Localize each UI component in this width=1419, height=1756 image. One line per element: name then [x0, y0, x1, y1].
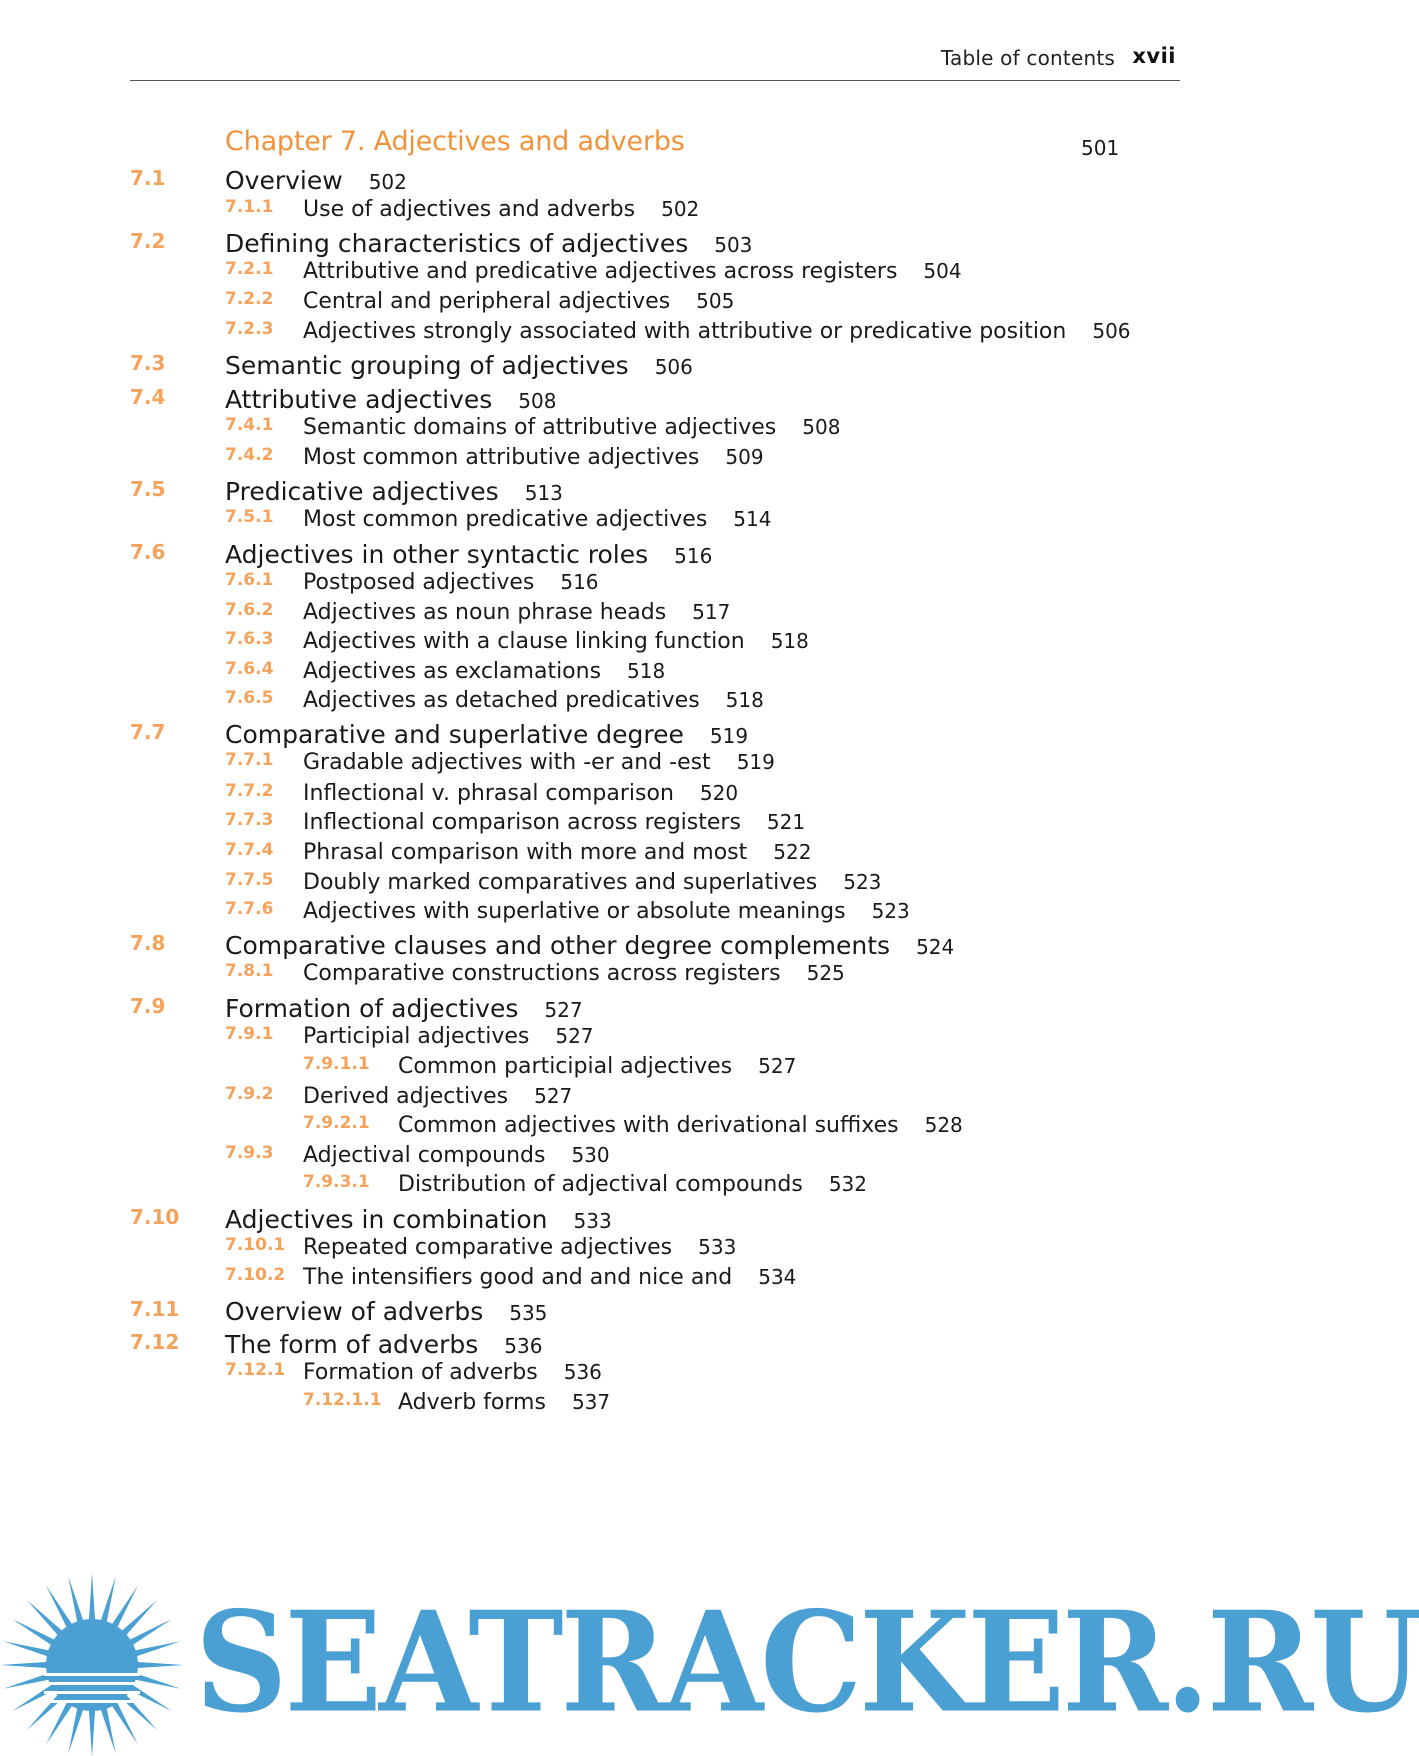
toc-entry-title: Most common attributive adjectives	[303, 445, 700, 470]
toc-entry-title-group	[303, 319, 1131, 344]
toc-entry-title-group	[225, 166, 407, 195]
toc-entry-number: 7.10.2	[225, 1265, 286, 1285]
toc-entry-title-group	[303, 870, 881, 895]
toc-entry-title-group	[225, 994, 583, 1023]
toc-entry-title: Adjectives as noun phrase heads	[303, 600, 667, 625]
sun-ray	[0, 1662, 48, 1668]
toc-entry-title: Doubly marked comparatives and superlatives	[303, 870, 818, 895]
watermark-text: SEATRACKER.RU	[195, 1582, 1419, 1744]
page-header	[130, 40, 1180, 81]
toc-entry-title: Adjectives in other syntactic roles	[225, 540, 649, 569]
toc-entry-number: 7.7.1	[225, 750, 274, 770]
toc-entry-number: 7.1.1	[225, 197, 274, 217]
toc-entry-title: Postposed adjectives	[303, 570, 535, 595]
toc-entry-title-group	[398, 1390, 610, 1415]
toc-entry-title: Adjectives in combination	[225, 1205, 548, 1234]
sun-disc	[46, 1619, 138, 1711]
toc-entry-title: Gradable adjectives with -er and -est	[303, 750, 711, 775]
sun-stripe	[44, 1682, 140, 1685]
toc-entry-title: Derived adjectives	[303, 1084, 509, 1109]
toc-entry-number: 7.12	[130, 1330, 180, 1354]
toc-entry-page: 534	[758, 1265, 797, 1289]
toc-entry-title: Common adjectives with derivational suffixes	[398, 1113, 899, 1138]
toc-entry-title-group	[303, 688, 764, 713]
toc-entry-page: 527	[544, 998, 583, 1022]
toc-entry-title-group	[398, 1054, 796, 1079]
toc-entry-title-group	[303, 600, 730, 625]
toc-entry-page: 502	[661, 197, 700, 221]
toc-entry-page: 502	[368, 170, 407, 194]
toc-entry-title-group	[303, 840, 811, 865]
toc-entry-title-group	[225, 477, 563, 506]
toc-entry-page: 508	[518, 389, 557, 413]
chapter-title: Chapter 7. Adjectives and adverbs	[225, 126, 685, 157]
toc-entry-number: 7.10.1	[225, 1235, 286, 1255]
toc-entry-page: 517	[692, 600, 731, 624]
toc-entry-number: 7.7	[130, 720, 166, 744]
chapter-page-number: 501	[1081, 136, 1120, 160]
toc-entry-title-group	[303, 507, 771, 532]
toc-entry-page: 514	[733, 507, 772, 531]
toc-entry-title-group	[303, 1360, 602, 1385]
toc-entry-page: 533	[698, 1235, 737, 1259]
toc-entry-number: 7.7.2	[225, 781, 274, 801]
toc-entry-title: Adjectives as exclamations	[303, 659, 602, 684]
toc-entry-title-group	[303, 899, 910, 924]
sun-burst-icon	[0, 1570, 195, 1756]
toc-entry-title-group	[303, 259, 962, 284]
toc-entry-number: 7.9.2	[225, 1084, 274, 1104]
toc-entry-title-group	[303, 659, 665, 684]
sun-ray	[68, 1576, 84, 1623]
toc-entry-number: 7.12.1	[225, 1360, 286, 1380]
toc-entry-number: 7.3	[130, 351, 166, 375]
toc-entry-page: 533	[573, 1209, 612, 1233]
toc-entry-title: Attributive adjectives	[225, 385, 493, 414]
toc-entry-number: 7.6.1	[225, 570, 274, 590]
sun-ray	[134, 1673, 181, 1689]
toc-entry-page: 513	[524, 481, 563, 505]
sun-ray	[136, 1662, 184, 1668]
sun-ray	[89, 1573, 95, 1621]
toc-entry-title: Common participial adjectives	[398, 1054, 733, 1079]
toc-entry-number: 7.12.1.1	[303, 1390, 382, 1410]
toc-entry-title: Comparative constructions across registers	[303, 961, 781, 986]
toc-entry-title: Adjectival compounds	[303, 1143, 546, 1168]
toc-entry-page: 518	[725, 688, 764, 712]
toc-entry-title: Defining characteristics of adjectives	[225, 229, 689, 258]
toc-entry-title-group	[303, 197, 699, 222]
toc-entry-number: 7.8	[130, 931, 166, 955]
toc-entry-number: 7.6.4	[225, 659, 274, 679]
toc-entry-title-group	[225, 720, 748, 749]
toc-entry-title-group	[303, 415, 840, 440]
toc-entry-title: Formation of adverbs	[303, 1360, 538, 1385]
toc-entry-title-group	[225, 1297, 547, 1326]
toc-entry-number: 7.9.1	[225, 1024, 274, 1044]
toc-entry-page: 506	[1092, 319, 1131, 343]
toc-entry-title-group	[303, 1265, 796, 1290]
toc-entry-title: Central and peripheral adjectives	[303, 289, 671, 314]
toc-entry-title: Inflectional comparison across registers	[303, 810, 741, 835]
toc-entry-title-group	[303, 445, 764, 470]
toc-entry-number: 7.7.3	[225, 810, 274, 830]
toc-entry-number: 7.9.3	[225, 1143, 274, 1163]
toc-entry-number: 7.10	[130, 1205, 180, 1229]
toc-entry-title: Distribution of adjectival compounds	[398, 1172, 803, 1197]
toc-entry-title: Comparative and superlative degree	[225, 720, 684, 749]
toc-entry-page: 528	[924, 1113, 963, 1137]
toc-entry-page: 519	[736, 750, 775, 774]
toc-entry-number: 7.5.1	[225, 507, 274, 527]
toc-entry-page: 518	[770, 629, 809, 653]
toc-entry-page: 505	[696, 289, 735, 313]
toc-entry-title-group	[303, 289, 734, 314]
toc-entry-number: 7.6.5	[225, 688, 274, 708]
toc-entry-title: Adverb forms	[398, 1390, 546, 1415]
toc-entry-page: 532	[828, 1172, 867, 1196]
sun-ray	[100, 1576, 116, 1623]
toc-entry-number: 7.2.2	[225, 289, 274, 309]
toc-entry-title-group	[225, 931, 954, 960]
toc-entry-page: 524	[916, 935, 955, 959]
sun-ray	[3, 1673, 50, 1689]
toc-entry-page: 536	[563, 1360, 602, 1384]
toc-entry-number: 7.7.6	[225, 899, 274, 919]
toc-entry-page: 525	[806, 961, 845, 985]
toc-entry-page: 516	[674, 544, 713, 568]
toc-entry-title: Adjectives as detached predicatives	[303, 688, 700, 713]
toc-entry-title-group	[225, 1205, 612, 1234]
sun-ray	[68, 1707, 84, 1754]
toc-entry-number: 7.9.2.1	[303, 1113, 370, 1133]
toc-entry-title: Comparative clauses and other degree complements	[225, 931, 891, 960]
toc-entry-title-group	[303, 1024, 594, 1049]
sun-stripe	[44, 1691, 140, 1694]
toc-entry-title: Attributive and predicative adjectives across registers	[303, 259, 898, 284]
toc-entry-number: 7.2.1	[225, 259, 274, 279]
toc-entry-number: 7.4	[130, 385, 166, 409]
toc-entry-title-group	[303, 781, 738, 806]
toc-entry-page: 522	[773, 840, 812, 864]
toc-entry-title: Formation of adjectives	[225, 994, 519, 1023]
toc-entry-number: 7.4.1	[225, 415, 274, 435]
toc-entry-number: 7.9.1.1	[303, 1054, 370, 1074]
toc-entry-page: 537	[571, 1390, 611, 1414]
sun-ray	[134, 1641, 181, 1657]
sun-stripe	[44, 1673, 140, 1676]
toc-entry-page: 503	[714, 233, 753, 257]
toc-entry-page: 523	[843, 870, 882, 894]
toc-entry-page: 527	[758, 1054, 797, 1078]
toc-entry-number: 7.6.3	[225, 629, 274, 649]
toc-entry-page: 521	[766, 810, 806, 834]
toc-entry-title: The form of adverbs	[225, 1330, 479, 1359]
toc-entry-title: The intensifiers good and and nice and	[303, 1265, 733, 1290]
toc-entry-title: Adjectives with a clause linking function	[303, 629, 745, 654]
toc-entry-number: 7.9.3.1	[303, 1172, 370, 1192]
toc-entry-page: 530	[571, 1143, 610, 1167]
sun-stripe	[44, 1700, 140, 1703]
watermark	[0, 1570, 1419, 1756]
toc-entry-title: Most common predicative adjectives	[303, 507, 708, 532]
toc-entry-title: Overview	[225, 166, 343, 195]
toc-entry-number: 7.1	[130, 166, 166, 190]
toc-entry-title: Overview of adverbs	[225, 1297, 484, 1326]
toc-entry-number: 7.8.1	[225, 961, 274, 981]
toc-entry-title: Adjectives strongly associated with attributive or predicative position	[303, 319, 1067, 344]
toc-entry-title: Repeated comparative adjectives	[303, 1235, 673, 1260]
page-number: xvii	[1132, 44, 1176, 68]
toc-entry-title: Participial adjectives	[303, 1024, 530, 1049]
toc-entry-number: 7.6.2	[225, 600, 274, 620]
sun-ray	[100, 1707, 116, 1754]
toc-entry-number: 7.11	[130, 1297, 180, 1321]
toc-entry-page: 535	[509, 1301, 548, 1325]
toc-entry-title-group	[225, 540, 712, 569]
toc-entry-page: 508	[802, 415, 841, 439]
toc-entry-title-group	[303, 810, 805, 835]
toc-entry-page: 504	[923, 259, 962, 283]
toc-entry-number: 7.5	[130, 477, 166, 501]
toc-entry-title-group	[398, 1113, 963, 1138]
toc-entry-number: 7.2.3	[225, 319, 274, 339]
toc-entry-page: 520	[699, 781, 739, 805]
toc-entry-page: 518	[627, 659, 666, 683]
toc-entry-title: Semantic domains of attributive adjectives	[303, 415, 777, 440]
toc-entry-title: Adjectives with superlative or absolute meanings	[303, 899, 846, 924]
sun-ray	[3, 1641, 50, 1657]
toc-entry-title-group	[303, 750, 775, 775]
toc-entry-page: 509	[725, 445, 764, 469]
toc-entry-number: 7.2	[130, 229, 166, 253]
toc-entry-number: 7.6	[130, 540, 166, 564]
toc-entry-title: Inflectional v. phrasal comparison	[303, 781, 674, 806]
toc-entry-page: 536	[504, 1334, 543, 1358]
toc-entry-title-group	[303, 961, 845, 986]
toc-entry-number: 7.7.5	[225, 870, 274, 890]
toc-entry-page: 527	[555, 1024, 594, 1048]
toc-entry-title-group	[303, 1235, 736, 1260]
toc-entry-page: 506	[654, 355, 693, 379]
running-head-title: Table of contents	[940, 46, 1115, 70]
toc-entry-title-group	[225, 351, 693, 380]
toc-entry-title-group	[303, 1143, 610, 1168]
toc-entry-number: 7.7.4	[225, 840, 274, 860]
toc-entry-title-group	[225, 385, 556, 414]
toc-entry-title-group	[225, 229, 752, 258]
toc-entry-title-group	[303, 570, 599, 595]
toc-entry-number: 7.9	[130, 994, 166, 1018]
toc-entry-title: Predicative adjectives	[225, 477, 499, 506]
toc-entry-page: 519	[709, 724, 749, 748]
toc-entry-page: 527	[534, 1084, 573, 1108]
toc-entry-title-group	[303, 629, 809, 654]
sun-ray	[89, 1709, 95, 1756]
toc-entry-title-group	[225, 1330, 542, 1359]
toc-entry-title-group	[303, 1084, 572, 1109]
toc-entry-number: 7.4.2	[225, 445, 274, 465]
toc-entry-title: Phrasal comparison with more and most	[303, 840, 748, 865]
toc-entry-title: Use of adjectives and adverbs	[303, 197, 636, 222]
toc-entry-page: 523	[871, 899, 910, 923]
toc-entry-page: 516	[560, 570, 599, 594]
toc-entry-title: Semantic grouping of adjectives	[225, 351, 629, 380]
toc-entry-title-group	[398, 1172, 867, 1197]
